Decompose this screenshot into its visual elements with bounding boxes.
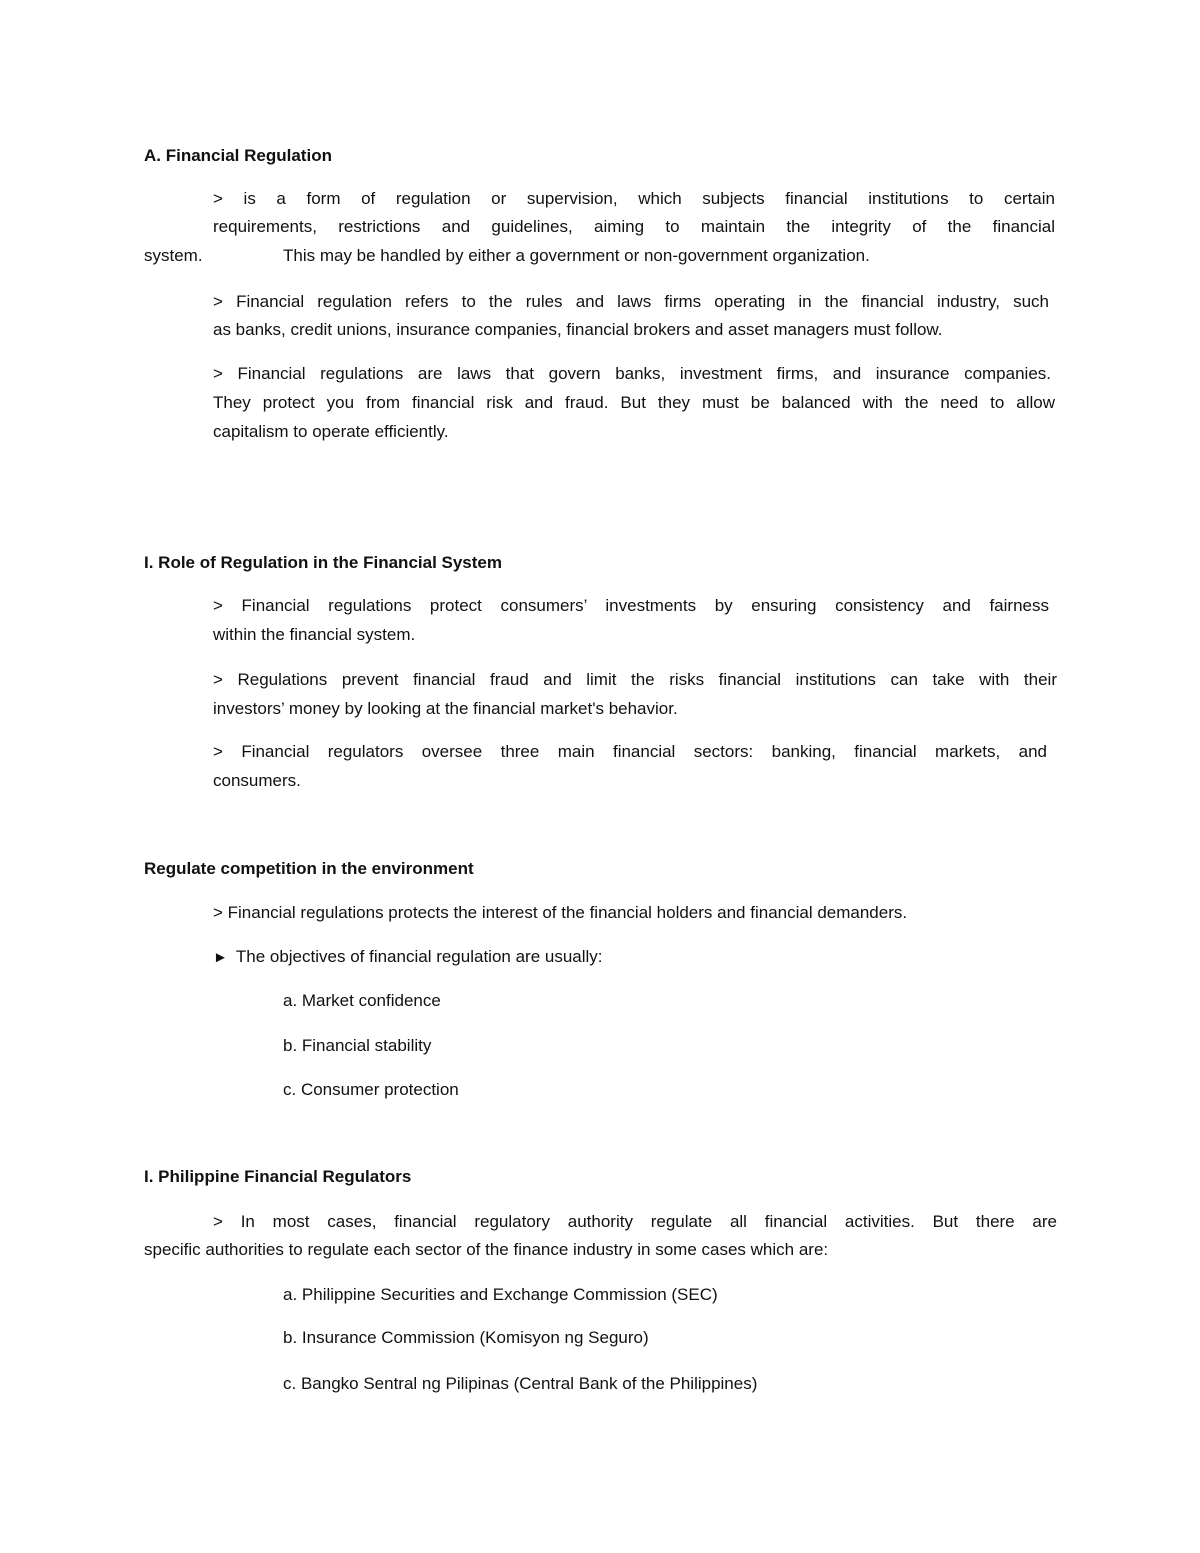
- heading-regulate-competition: Regulate competition in the environment: [144, 859, 474, 878]
- para-role1-line2: within the financial system.: [213, 625, 416, 644]
- heading-financial-regulation: A. Financial Regulation: [144, 146, 332, 165]
- para-role1-line1: > Financial regulations protect consumers’ investments by ensuring consistency and fairness: [213, 596, 1049, 615]
- para-ph1-line1: > In most cases, financial regulatory authority regulate all financial activities. But there are: [213, 1212, 1057, 1231]
- para-a1-line3-start: system.: [144, 246, 203, 265]
- para-role3-line2: consumers.: [213, 771, 301, 790]
- para-role2-line2: investors’ money by looking at the financial market's behavior.: [213, 699, 678, 718]
- objective-item: b. Financial stability: [283, 1036, 432, 1055]
- objective-item: a. Market confidence: [283, 991, 441, 1010]
- para-competition1: > Financial regulations protects the interest of the financial holders and financial demanders.: [213, 903, 908, 922]
- heading-role-of-regulation: I. Role of Regulation in the Financial System: [144, 553, 502, 572]
- objectives-intro-line: [213, 945, 603, 970]
- right-pointer-icon: ►: [213, 949, 228, 966]
- para-role2-line1: > Regulations prevent financial fraud and limit the risks financial institutions can take with their: [213, 670, 1057, 689]
- para-a3-line2: They protect you from financial risk and fraud. But they must be balanced with the need to allow: [213, 393, 1055, 412]
- regulator-item: c. Bangko Sentral ng Pilipinas (Central Bank of the Philippines): [283, 1374, 758, 1393]
- para-a1-line2: requirements, restrictions and guidelines, aiming to maintain the integrity of the financial: [213, 217, 1055, 236]
- para-a1-line1: > is a form of regulation or supervision, which subjects financial institutions to certain: [213, 189, 1055, 208]
- regulator-item: a. Philippine Securities and Exchange Commission (SEC): [283, 1285, 718, 1304]
- para-a1-line3-end: This may be handled by either a government or non-government organization.: [283, 246, 870, 265]
- heading-philippine-regulators: I. Philippine Financial Regulators: [144, 1167, 412, 1186]
- para-a3-line3: capitalism to operate efficiently.: [213, 422, 449, 441]
- para-ph1-line2: specific authorities to regulate each sector of the finance industry in some cases which are:: [144, 1240, 829, 1259]
- para-a2-line1: > Financial regulation refers to the rules and laws firms operating in the financial industry, such: [213, 292, 1049, 311]
- para-a2-line2: as banks, credit unions, insurance companies, financial brokers and asset managers must follow.: [213, 320, 943, 339]
- regulator-item: b. Insurance Commission (Komisyon ng Seguro): [283, 1328, 649, 1347]
- para-role3-line1: > Financial regulators oversee three main financial sectors: banking, financial markets, and: [213, 742, 1047, 761]
- objectives-intro: The objectives of financial regulation are usually:: [235, 947, 603, 966]
- objective-item: c. Consumer protection: [283, 1080, 459, 1099]
- para-a3-line1: > Financial regulations are laws that govern banks, investment firms, and insurance companies.: [213, 364, 1051, 383]
